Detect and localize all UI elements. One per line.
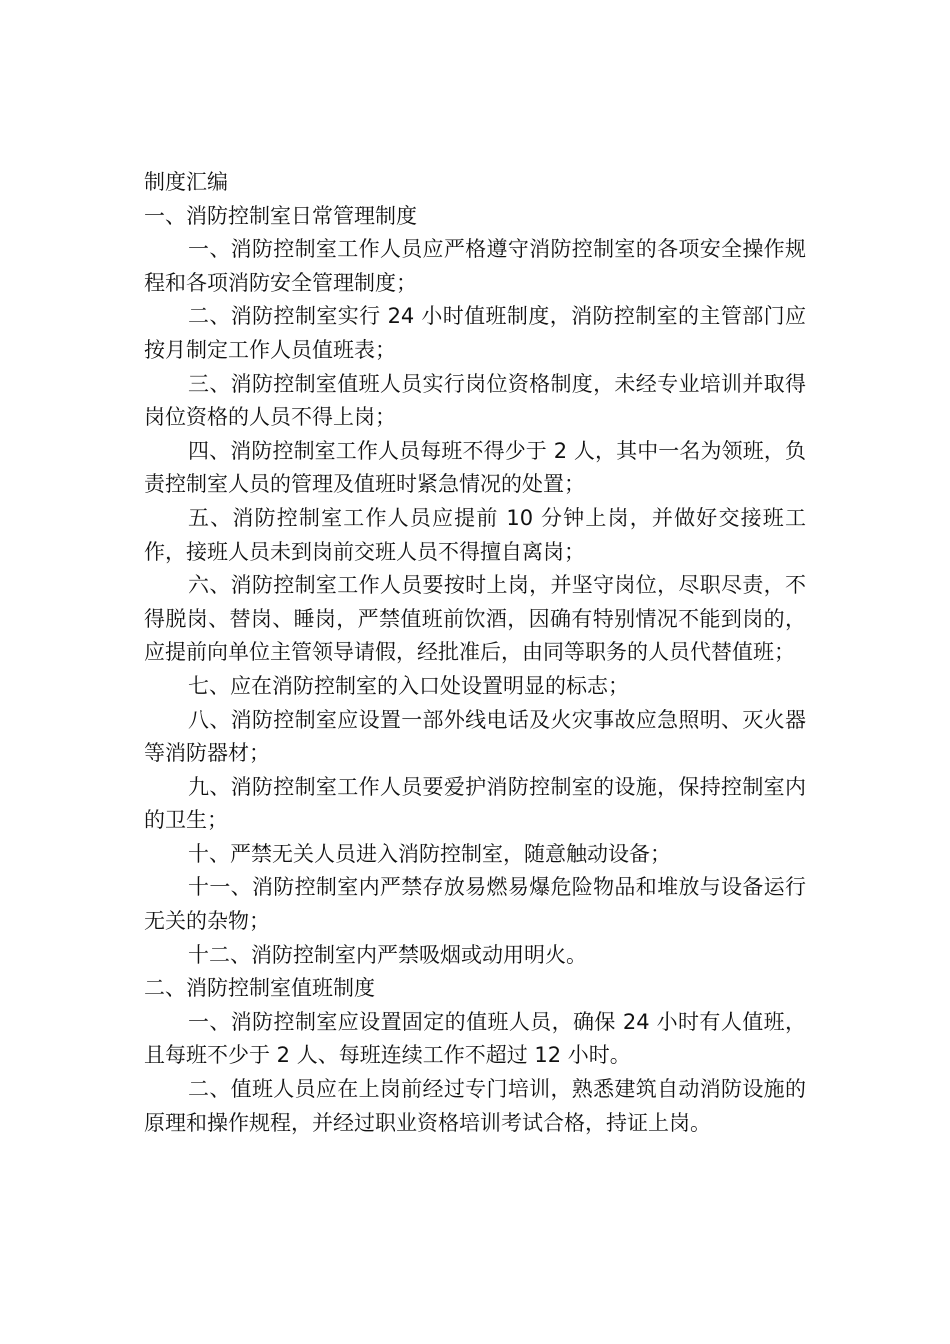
clause: 十二、消防控制室内严禁吸烟或动用明火。	[188, 942, 587, 967]
section-heading-daily-management: 一、消防控制室日常管理制度	[144, 203, 417, 228]
section-heading-duty-system: 二、消防控制室值班制度	[144, 976, 375, 1001]
clause: 一、消防控制室应设置固定的值班人员，确保 24 小时有人值班，且每班不少于 2 人、每班连续工作不超过 12 小时。	[144, 1009, 806, 1068]
clause: 五、消防控制室工作人员应提前 10 分钟上岗，并做好交接班工作，接班人员未到岗前交班人员不得擅自离岗；	[144, 505, 806, 564]
clause: 八、消防控制室应设置一部外线电话及火灾事故应急照明、灭火器等消防器材；	[144, 707, 806, 766]
clause: 六、消防控制室工作人员要按时上岗，并坚守岗位，尽职尽责，不得脱岗、替岗、睡岗，严禁值班前饮酒，因确有特别情况不能到岗的，应提前向单位主管领导请假，经批准后，由同等职务的人员代替值班；	[144, 573, 806, 665]
document-title: 制度汇编	[144, 170, 228, 194]
clause: 一、消防控制室工作人员应严格遵守消防控制室的各项安全操作规程和各项消防安全管理制度；	[144, 237, 806, 295]
clause: 二、消防控制室实行 24 小时值班制度，消防控制室的主管部门应按月制定工作人员值班表；	[144, 304, 806, 362]
clause: 十、严禁无关人员进入消防控制室，随意触动设备；	[188, 841, 671, 866]
clause: 四、消防控制室工作人员每班不得少于 2 人，其中一名为领班，负责控制室人员的管理及值班时紧急情况的处置；	[144, 438, 806, 497]
clause: 二、值班人员应在上岗前经过专门培训，熟悉建筑自动消防设施的原理和操作规程，并经过职业资格培训考试合格，持证上岗。	[144, 1077, 806, 1135]
clause: 七、应在消防控制室的入口处设置明显的标志；	[188, 673, 629, 698]
clause: 九、消防控制室工作人员要爱护消防控制室的设施，保持控制室内的卫生；	[144, 774, 806, 833]
clause: 三、消防控制室值班人员实行岗位资格制度，未经专业培训并取得岗位资格的人员不得上岗；	[144, 371, 806, 430]
document-body	[144, 166, 806, 1140]
clause: 十一、消防控制室内严禁存放易燃易爆危险物品和堆放与设备运行无关的杂物；	[144, 875, 806, 934]
